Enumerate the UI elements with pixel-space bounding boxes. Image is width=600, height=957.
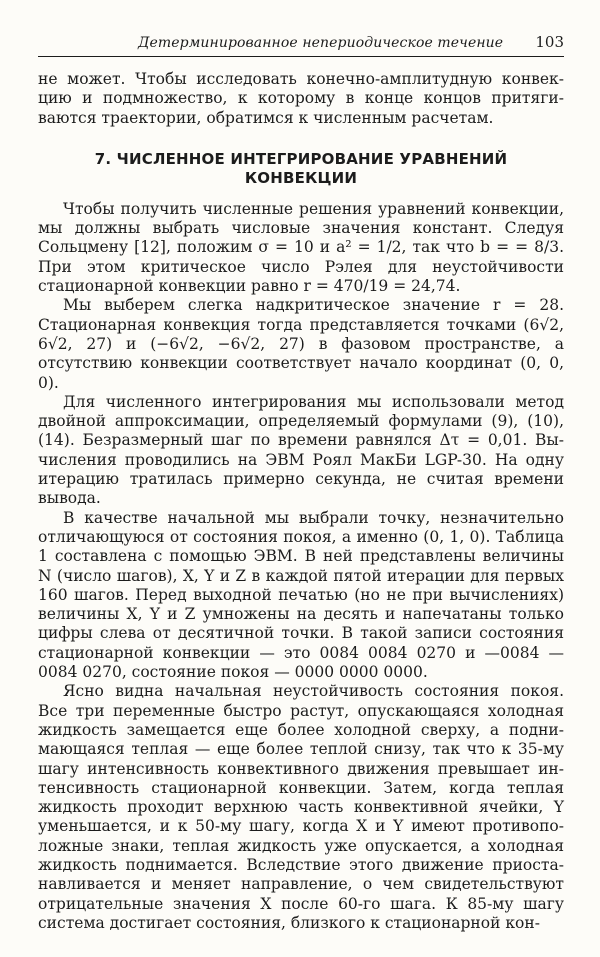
running-title: Детерминированное непериодическое течение <box>138 35 504 51</box>
paragraph-instability: Ясно видна начальная неустойчивость состояния покоя. Все три переменные быстро растут, опускающаяся холодная жидкость замещается еще более холодной сверху, а поднимающаяся теплая — еще более теплой снизу, так что к 35-му шагу интенсивность конвективного движения превышает интенсивность стационарной конвекции. Затем, когда теплая жидкость проходит верхнюю часть конвективной ячейки, Y уменьшается, и к 50-му шагу, когда X и Y имеют противоположные знаки, теплая жидкость уже опускается, а холодная жидкость поднимается. Вследствие этого движение приостанавливается и меняет направление, о чем свидетельствуют отрицательные значения X после 60-го шага. К 85-му шагу система достигает состояния, близкого к стационарной кон- <box>38 682 564 932</box>
page-number: 103 <box>535 33 564 51</box>
page-body <box>38 70 564 933</box>
paragraph-constants: Чтобы получить численные решения уравнений конвекции, мы должны выбрать числовые значения констант. Следуя Сольцмену [12], положим σ = 10 и a² = 1/2, так что b = = 8/3. При этом критическое число Рэлея для неустойчивости стационарной конвекции равно r = 470/19 = 24,74. <box>38 199 564 296</box>
running-head <box>38 26 564 57</box>
paragraph-initial-point: В качестве начальной мы выбрали точку, незначительно отличающуюся от состояния покоя, а именно (0, 1, 0). Таблица 1 составлена с помощью ЭВМ. В ней представлены величины N (число шагов), X, Y и Z в каждой пятой итерации для первых 160 шагов. Перед выходной печатью (но не при вычислениях) величины X, Y и Z умножены на десять и напечатаны только цифры слева от десятичной точки. В такой записи состояния стационарной конвекции — это 0084 0084 0270 и —0084 —0084 0270, состояние покоя — 0000 0000 0000. <box>38 508 564 682</box>
section-heading <box>38 150 564 188</box>
paragraph-integration-method: Для численного интегрирования мы использовали метод двойной аппроксимации, определяемый формулами (9), (10), (14). Безразмерный шаг по времени равнялся Δτ = 0,01. Вычисления проводились на ЭВМ Роял МакБи LGP-30. На одну итерацию тратилась примерно секунда, не считая времени вывода. <box>38 392 564 508</box>
section-heading-line: 7. ЧИСЛЕННОЕ ИНТЕГРИРОВАНИЕ УРАВНЕНИЙ <box>94 149 508 168</box>
section-heading-line: КОНВЕКЦИИ <box>244 168 358 187</box>
paragraph-steady-convection: Мы выберем слегка надкритическое значение r = 28. Стационарная конвекция тогда представляется точками (6√2, 6√2, 27) и (−6√2, −6√2, 27) в фазовом пространстве, а отсутствию конвекции соответствует начало координат (0, 0, 0). <box>38 296 564 392</box>
paragraph-continuation: не может. Чтобы исследовать конечно-амплитудную конвекцию и подмножество, к которому в конце концов притягиваются траектории, обратимся к численным расчетам. <box>38 70 564 127</box>
